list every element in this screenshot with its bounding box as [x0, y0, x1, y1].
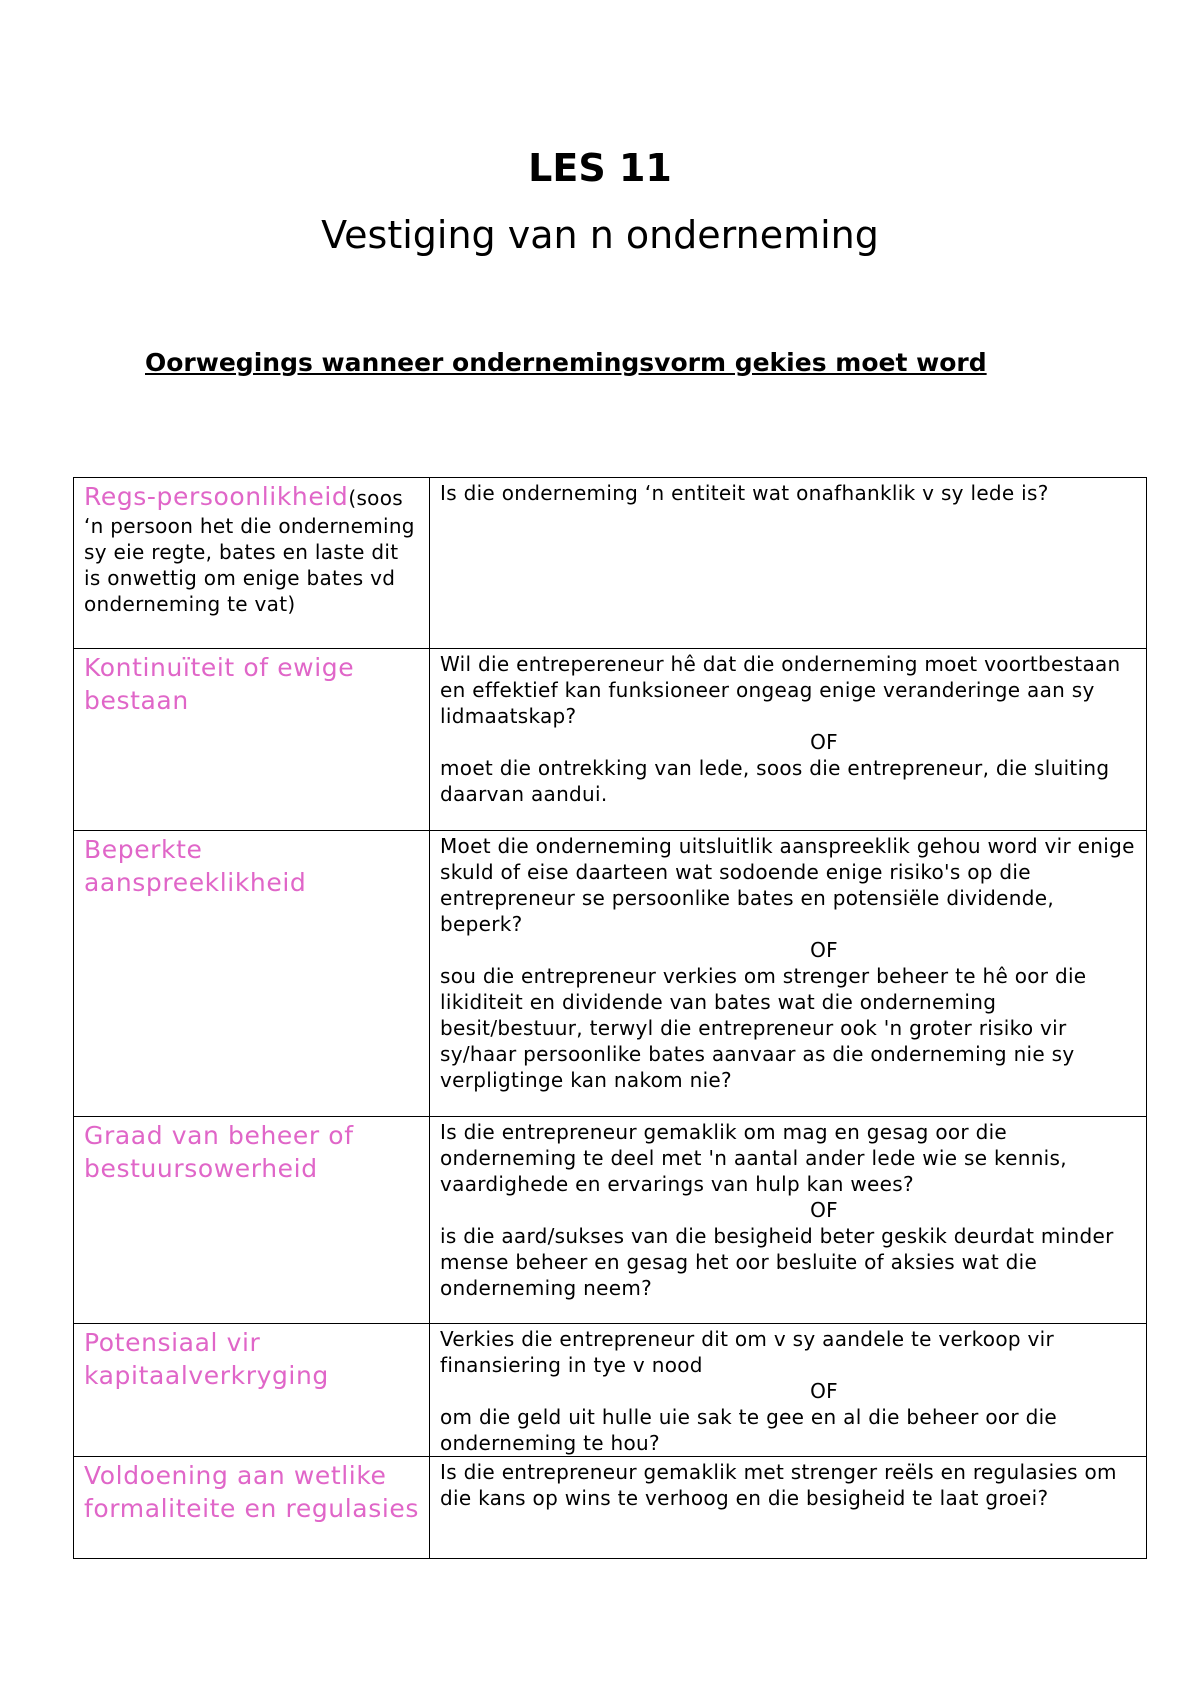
description-text: Moet die onderneming uitsluitlik aanspreeklik gehou word vir enige skuld of eise daarteen wat sodoende enige risiko's op die entrepreneur se persoonlike bates en potensiële dividende, beperk? — [440, 834, 1135, 936]
label-cell — [74, 831, 430, 1117]
description-text: sou die entrepreneur verkies om strenger beheer te hê oor die likiditeit en dividende van bates wat die onderneming besit/bestuur, terwyl die entrepreneur ook 'n groter risiko vir sy/haar persoonlike bates aanvaar as die onderneming nie sy verpligtinge kan nakom nie? — [440, 964, 1087, 1092]
label-cell — [74, 478, 430, 649]
label-cell — [74, 1117, 430, 1324]
row-label: Graad van beheer of bestuursowerheid — [84, 1121, 354, 1183]
description-cell — [430, 478, 1147, 649]
table-row — [74, 1324, 1147, 1457]
label-cell — [74, 1324, 430, 1457]
row-label: Regs-persoonlikheid — [84, 482, 349, 511]
page-title: LES 11 — [528, 146, 672, 190]
description-text: Is die onderneming ‘n entiteit wat onafhanklik v sy lede is? — [440, 481, 1049, 505]
description-text: Is die entrepreneur gemaklik om mag en gesag oor die onderneming te deel met 'n aantal ander lede wie se kennis, vaardighede en ervarings van hulp kan wees? — [440, 1120, 1067, 1196]
or-separator: OF — [810, 1379, 838, 1403]
table-row — [74, 831, 1147, 1117]
table-row — [74, 1457, 1147, 1559]
section-heading: Oorwegings wanneer ondernemingsvorm gekies moet word — [145, 348, 987, 377]
row-label: Voldoening aan wetlike formaliteite en regulasies — [84, 1461, 419, 1523]
row-label-note: (soos ‘n persoon het die onderneming sy eie regte, bates en laste dit is onwettig om enige bates vd onderneming te vat) — [84, 486, 415, 616]
description-text: Is die entrepreneur gemaklik met strenger reëls en regulasies om die kans op wins te verhoog en die besigheid te laat groei? — [440, 1460, 1117, 1510]
or-separator: OF — [810, 1198, 838, 1222]
description-cell — [430, 649, 1147, 831]
label-cell — [74, 649, 430, 831]
table-row — [74, 649, 1147, 831]
description-text: Verkies die entrepreneur dit om v sy aandele te verkoop vir finansiering in tye v nood — [440, 1327, 1055, 1377]
or-separator: OF — [810, 938, 838, 962]
page-subtitle: Vestiging van n onderneming — [321, 213, 879, 257]
table-row — [74, 478, 1147, 649]
description-cell — [430, 1457, 1147, 1559]
description-text: moet die ontrekking van lede, soos die entrepreneur, die sluiting daarvan aandui. — [440, 756, 1110, 806]
description-text: is die aard/sukses van die besigheid beter geskik deurdat minder mense beheer en gesag het oor besluite of aksies wat die onderneming neem? — [440, 1224, 1114, 1300]
description-text: om die geld uit hulle uie sak te gee en al die beheer oor die onderneming te hou? — [440, 1405, 1058, 1455]
row-label: Kontinuïteit of ewige bestaan — [84, 653, 355, 715]
row-label: Potensiaal vir kapitaalverkryging — [84, 1328, 329, 1390]
description-text: Wil die entrepereneur hê dat die onderneming moet voortbestaan en effektief kan funksioneer ongeag enige veranderinge aan sy lidmaatskap? — [440, 652, 1121, 728]
description-cell — [430, 831, 1147, 1117]
description-cell — [430, 1117, 1147, 1324]
considerations-table — [73, 477, 1147, 1559]
description-cell — [430, 1324, 1147, 1457]
row-label: Beperkte aanspreeklikheid — [84, 835, 307, 897]
or-separator: OF — [810, 730, 838, 754]
label-cell — [74, 1457, 430, 1559]
table-row — [74, 1117, 1147, 1324]
